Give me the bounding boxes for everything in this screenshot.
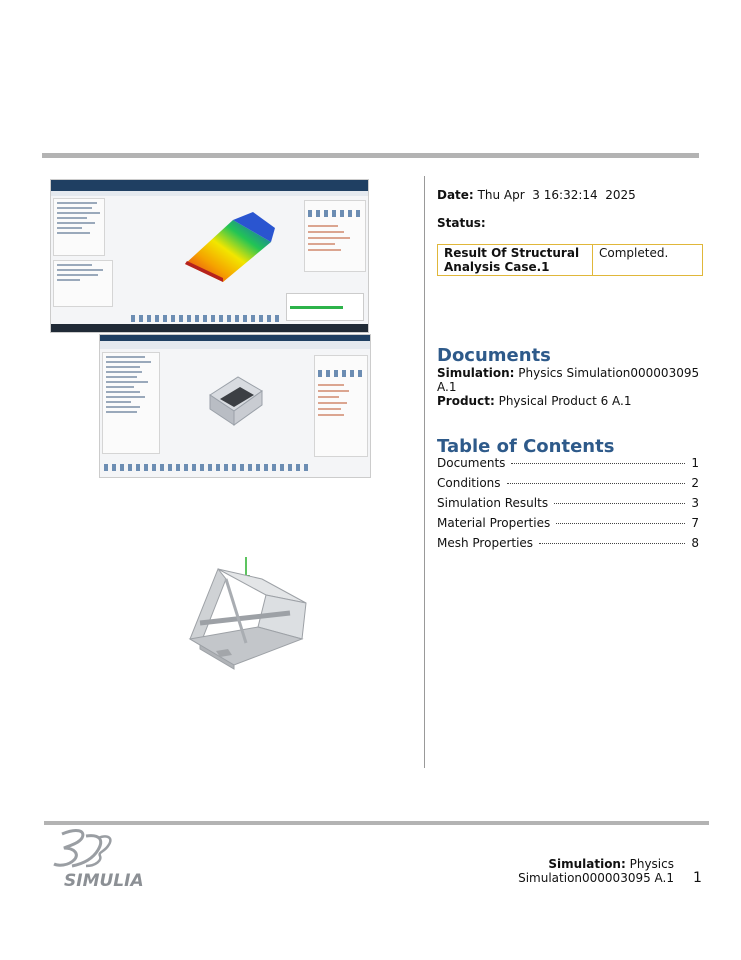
documents-heading: Documents	[437, 345, 551, 366]
mesh-view-screenshot	[99, 334, 371, 478]
taskbar	[51, 324, 368, 332]
status-table	[437, 244, 703, 276]
table-row	[438, 245, 703, 276]
mesh-panel	[314, 355, 368, 457]
header-rule	[42, 153, 699, 158]
status-value-cell: Completed.	[593, 245, 703, 276]
app-title-bar	[51, 180, 368, 191]
svg-text:SIMULIA: SIMULIA	[64, 871, 144, 890]
meshed-part	[202, 373, 266, 429]
part-preview-image	[186, 555, 310, 671]
simulia-logo	[52, 826, 162, 894]
spec-tree	[53, 198, 105, 256]
table-of-contents	[437, 456, 699, 556]
status-label: Status:	[437, 216, 486, 230]
simulation-result-screenshot	[50, 179, 369, 333]
page-number: 1	[693, 870, 702, 886]
toc-heading: Table of Contents	[437, 436, 615, 457]
contour-plot-part	[179, 212, 275, 284]
footer-rule	[44, 821, 709, 825]
analysis-case-cell: Result Of Structural Analysis Case.1	[438, 245, 593, 276]
footer-simulation-reference: Simulation: Physics Simulation000003095 A.1	[518, 857, 674, 885]
properties-panel	[53, 260, 113, 307]
toc-entry-documents[interactable]: Documents 1	[437, 456, 699, 470]
3ds-logo-icon	[52, 826, 162, 890]
simulation-reference: Simulation: Physics Simulation000003095 A.1	[437, 366, 700, 394]
results-panel	[304, 200, 366, 272]
product-reference: Product: Physical Product 6 A.1	[437, 394, 632, 408]
spec-tree	[102, 352, 160, 454]
report-date: Date: Thu Apr 3 16:32:14 2025	[437, 188, 636, 202]
progress-dialog	[286, 293, 364, 321]
toc-entry-mesh-properties[interactable]: Mesh Properties 8	[437, 536, 699, 550]
toc-entry-conditions[interactable]: Conditions 2	[437, 476, 699, 490]
column-divider	[424, 176, 425, 768]
toc-entry-simulation-results[interactable]: Simulation Results 3	[437, 496, 699, 510]
toc-entry-material-properties[interactable]: Material Properties 7	[437, 516, 699, 530]
